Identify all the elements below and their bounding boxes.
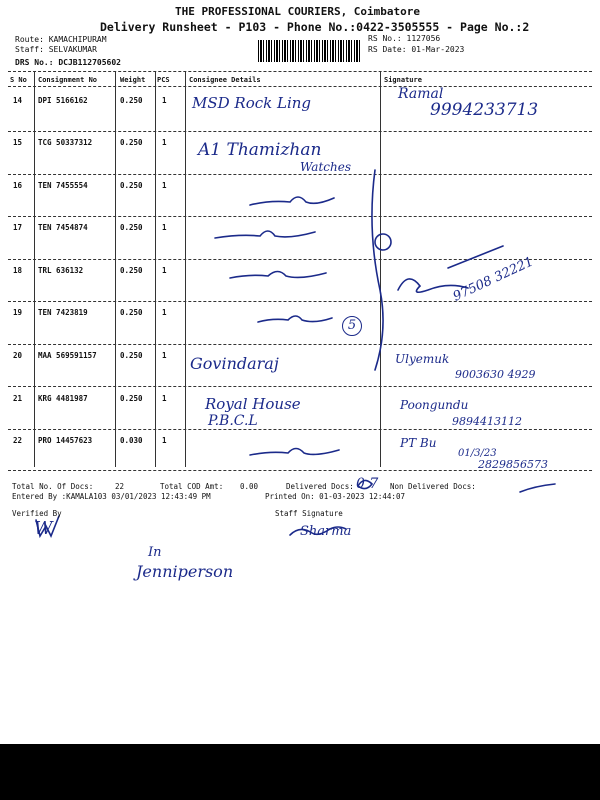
delivered-docs-label: Delivered Docs:	[286, 482, 354, 491]
handwritten-phone: 9894413112	[452, 415, 522, 428]
handwritten-consignee: Royal House	[205, 395, 301, 413]
footer-signature-initial: In	[148, 545, 162, 560]
row-weight: 0.250	[120, 351, 143, 360]
row-sno: 22	[13, 436, 23, 445]
scribble-row16	[250, 197, 334, 205]
row-pcs: 1	[162, 96, 167, 105]
verified-by-signature: W	[34, 518, 53, 539]
footer-dash-mark	[520, 484, 555, 492]
row-sno: 18	[13, 266, 23, 275]
row-weight: 0.250	[120, 138, 143, 147]
handwritten-consignee: P.B.C.L	[208, 413, 258, 429]
total-cod-value: 0.00	[240, 482, 259, 491]
row-pcs: 1	[162, 266, 167, 275]
row-pcs: 1	[162, 394, 167, 403]
staff-signature-label: Staff Signature	[275, 509, 343, 518]
runsheet-subtitle: Delivery Runsheet - P103 - Phone No.:0422-3505555 - Page No.:2	[100, 20, 530, 34]
col-consignment: Consignment No	[38, 76, 98, 84]
row-pcs: 1	[162, 223, 167, 232]
row-sno: 19	[13, 308, 23, 317]
row-weight: 0.250	[120, 394, 143, 403]
handwritten-signature: PT Bu	[400, 436, 437, 450]
col-sno: S No	[10, 76, 27, 84]
col-signature: Signature	[384, 76, 422, 84]
row-pcs: 1	[162, 351, 167, 360]
row-consignment: DPI 5166162	[38, 96, 88, 105]
scribble-row22	[250, 449, 339, 456]
staff-label: Staff: SELVAKUMAR	[15, 45, 97, 54]
row-consignment: KRG 4481987	[38, 394, 88, 403]
row-pcs: 1	[162, 308, 167, 317]
circled-mark-row17	[375, 234, 391, 250]
scribble-row18	[230, 272, 326, 279]
row-consignment: PRO 14457623	[38, 436, 93, 445]
scribble-row19	[258, 316, 332, 322]
row-sno: 14	[13, 96, 23, 105]
route-label: Route: KAMACHIPURAM	[15, 35, 107, 44]
row-sno: 20	[13, 351, 23, 360]
handwritten-phone: 97508 32221	[450, 254, 536, 305]
row-weight: 0.250	[120, 181, 143, 190]
row-consignment: TRL 636132	[38, 266, 84, 275]
drs-number: DRS No.: DCJB112705602	[15, 58, 121, 67]
row-sno: 17	[13, 223, 23, 232]
rs-date: RS Date: 01-Mar-2023	[368, 45, 465, 54]
delivered-docs-value: 0 7	[356, 476, 379, 492]
row-consignment: TEN 7455554	[38, 181, 88, 190]
row-consignment: TEN 7454874	[38, 223, 88, 232]
row-pcs: 1	[162, 138, 167, 147]
handwritten-date: 01/3/23	[458, 448, 497, 459]
row-sno: 15	[13, 138, 23, 147]
row-pcs: 1	[162, 181, 167, 190]
staff-signature: Sharma	[300, 524, 352, 539]
verified-by-label: Verified By	[12, 509, 62, 518]
handwritten-circled-mark: 5	[342, 316, 362, 336]
row-sno: 16	[13, 181, 23, 190]
row-weight: 0.030	[120, 436, 143, 445]
col-weight: Weight	[120, 76, 146, 84]
handwritten-consignee: A1 Thamizhan	[198, 140, 322, 160]
handwritten-consignee: MSD Rock Ling	[192, 94, 312, 112]
row-consignment: MAA 569591157	[38, 351, 97, 360]
col-pcs: PCS	[157, 76, 170, 84]
signature-row18-strike	[448, 246, 503, 268]
total-docs-label: Total No. Of Docs:	[12, 482, 94, 491]
rs-number: RS No.: 1127056	[368, 34, 441, 43]
printed-on: Printed On: 01-03-2023 12:44:07	[265, 492, 405, 501]
row-weight: 0.250	[120, 308, 143, 317]
row-weight: 0.250	[120, 223, 143, 232]
scan-border	[0, 744, 600, 800]
row-sno: 21	[13, 394, 23, 403]
signature-row18	[398, 279, 468, 292]
scribble-row17	[215, 231, 315, 238]
handwritten-signature: Ulyemuk	[395, 352, 450, 366]
handwritten-signature: Poongundu	[400, 398, 469, 412]
row-weight: 0.250	[120, 266, 143, 275]
handwritten-consignee: Govindaraj	[190, 354, 279, 373]
handwritten-phone: 9003630 4929	[455, 368, 536, 381]
handwritten-consignee: Watches	[300, 160, 351, 174]
row-weight: 0.250	[120, 96, 143, 105]
bracket-line	[372, 170, 383, 370]
handwritten-phone: 9994233713	[430, 100, 539, 120]
row-pcs: 1	[162, 436, 167, 445]
non-delivered-docs-label: Non Delivered Docs:	[390, 482, 476, 491]
row-consignment: TCG 50337312	[38, 138, 93, 147]
handwritten-signature: Ramal	[398, 86, 444, 102]
total-docs-value: 22	[115, 482, 125, 491]
entered-by: Entered By :KAMALA103 03/01/2023 12:43:49 PM	[12, 492, 211, 501]
col-consignee: Consignee Details	[189, 76, 261, 84]
row-consignment: TEN 7423819	[38, 308, 88, 317]
footer-signature-name: Jenniperson	[136, 562, 234, 581]
total-cod-label: Total COD Amt:	[160, 482, 224, 491]
handwritten-phone: 2829856573	[478, 458, 548, 471]
company-title: THE PROFESSIONAL COURIERS, Coimbatore	[175, 5, 421, 18]
